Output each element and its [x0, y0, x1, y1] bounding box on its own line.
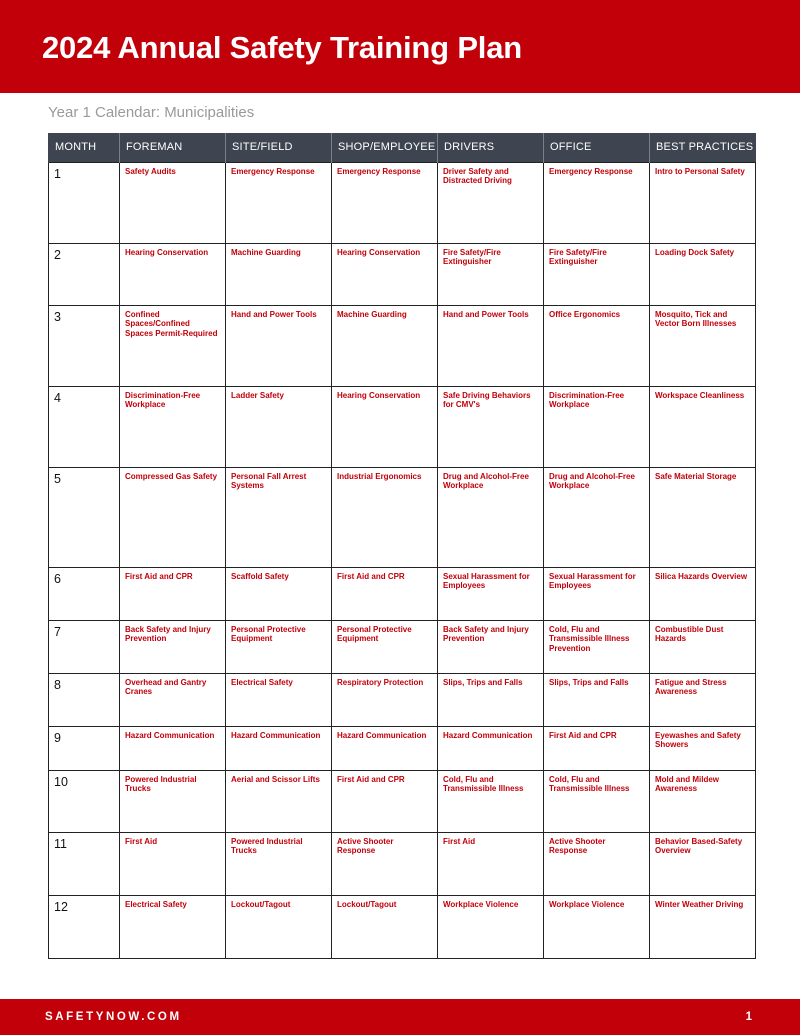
topic-cell-foreman: Powered Industrial Trucks: [120, 770, 226, 832]
topic-cell-office: Fire Safety/Fire Extinguisher: [544, 243, 650, 305]
topic-cell-site-field: Machine Guarding: [226, 243, 332, 305]
page-subtitle: Year 1 Calendar: Municipalities: [48, 104, 255, 121]
month-cell: 12: [49, 895, 120, 958]
topic-cell-foreman: Safety Audits: [120, 162, 226, 243]
table-row: [49, 243, 756, 305]
topic-cell-shop-employee: Hearing Conservation: [332, 243, 438, 305]
topic-cell-office: Cold, Flu and Transmissible Illness Prevention: [544, 620, 650, 673]
topic-cell-shop-employee: Respiratory Protection: [332, 673, 438, 726]
topic-cell-shop-employee: Lockout/Tagout: [332, 895, 438, 958]
topic-cell-drivers: First Aid: [438, 832, 544, 895]
topic-cell-site-field: Lockout/Tagout: [226, 895, 332, 958]
month-cell: 9: [49, 726, 120, 770]
topic-cell-best-practices: Mold and Mildew Awareness: [650, 770, 756, 832]
topic-cell-foreman: First Aid: [120, 832, 226, 895]
footer-site-link[interactable]: SAFETYNOW.COM: [45, 1011, 182, 1023]
column-header-shop-employee: SHOP/EMPLOYEE: [332, 133, 438, 162]
topic-cell-shop-employee: Emergency Response: [332, 162, 438, 243]
topic-cell-office: Emergency Response: [544, 162, 650, 243]
topic-cell-best-practices: Fatigue and Stress Awareness: [650, 673, 756, 726]
topic-cell-drivers: Safe Driving Behaviors for CMV's: [438, 386, 544, 467]
topic-cell-office: Sexual Harassment for Employees: [544, 567, 650, 620]
topic-cell-drivers: Hand and Power Tools: [438, 305, 544, 386]
topic-cell-shop-employee: First Aid and CPR: [332, 567, 438, 620]
table-row: [49, 386, 756, 467]
topic-cell-drivers: Back Safety and Injury Prevention: [438, 620, 544, 673]
topic-cell-foreman: Back Safety and Injury Prevention: [120, 620, 226, 673]
column-header-office: OFFICE: [544, 133, 650, 162]
topic-cell-office: Office Ergonomics: [544, 305, 650, 386]
topic-cell-site-field: Ladder Safety: [226, 386, 332, 467]
topic-cell-drivers: Workplace Violence: [438, 895, 544, 958]
topic-cell-shop-employee: Hazard Communication: [332, 726, 438, 770]
month-cell: 10: [49, 770, 120, 832]
topic-cell-foreman: Hazard Communication: [120, 726, 226, 770]
topic-cell-site-field: Aerial and Scissor Lifts: [226, 770, 332, 832]
topic-cell-foreman: Discrimination-Free Workplace: [120, 386, 226, 467]
column-header-month: MONTH: [49, 133, 120, 162]
month-cell: 8: [49, 673, 120, 726]
topic-cell-foreman: First Aid and CPR: [120, 567, 226, 620]
topic-cell-foreman: Overhead and Gantry Cranes: [120, 673, 226, 726]
topic-cell-foreman: Confined Spaces/Confined Spaces Permit-Required: [120, 305, 226, 386]
topic-cell-foreman: Electrical Safety: [120, 895, 226, 958]
table-row: [49, 620, 756, 673]
topic-cell-best-practices: Workspace Cleanliness: [650, 386, 756, 467]
table-row: [49, 832, 756, 895]
topic-cell-best-practices: Eyewashes and Safety Showers: [650, 726, 756, 770]
topic-cell-site-field: Electrical Safety: [226, 673, 332, 726]
topic-cell-drivers: Fire Safety/Fire Extinguisher: [438, 243, 544, 305]
topic-cell-best-practices: Loading Dock Safety: [650, 243, 756, 305]
topic-cell-office: Active Shooter Response: [544, 832, 650, 895]
page-title: 2024 Annual Safety Training Plan: [42, 30, 522, 65]
month-cell: 2: [49, 243, 120, 305]
page-number: 1: [745, 1011, 752, 1023]
month-cell: 7: [49, 620, 120, 673]
month-cell: 6: [49, 567, 120, 620]
table-row: [49, 467, 756, 567]
topic-cell-office: Drug and Alcohol-Free Workplace: [544, 467, 650, 567]
topic-cell-best-practices: Silica Hazards Overview: [650, 567, 756, 620]
month-cell: 5: [49, 467, 120, 567]
topic-cell-site-field: Powered Industrial Trucks: [226, 832, 332, 895]
topic-cell-site-field: Hazard Communication: [226, 726, 332, 770]
topic-cell-shop-employee: Active Shooter Response: [332, 832, 438, 895]
topic-cell-drivers: Drug and Alcohol-Free Workplace: [438, 467, 544, 567]
topic-cell-site-field: Personal Protective Equipment: [226, 620, 332, 673]
column-header-foreman: FOREMAN: [120, 133, 226, 162]
topic-cell-best-practices: Intro to Personal Safety: [650, 162, 756, 243]
topic-cell-office: Slips, Trips and Falls: [544, 673, 650, 726]
topic-cell-shop-employee: Personal Protective Equipment: [332, 620, 438, 673]
month-cell: 11: [49, 832, 120, 895]
topic-cell-foreman: Compressed Gas Safety: [120, 467, 226, 567]
table-row: [49, 895, 756, 958]
table-row: [49, 673, 756, 726]
topic-cell-site-field: Scaffold Safety: [226, 567, 332, 620]
training-plan-table: [48, 133, 756, 959]
table-row: [49, 305, 756, 386]
topic-cell-best-practices: Mosquito, Tick and Vector Born Illnesses: [650, 305, 756, 386]
topic-cell-best-practices: Combustible Dust Hazards: [650, 620, 756, 673]
topic-cell-site-field: Personal Fall Arrest Systems: [226, 467, 332, 567]
month-cell: 4: [49, 386, 120, 467]
topic-cell-drivers: Sexual Harassment for Employees: [438, 567, 544, 620]
topic-cell-office: Cold, Flu and Transmissible Illness: [544, 770, 650, 832]
table-header-row: [49, 133, 756, 162]
topic-cell-site-field: Hand and Power Tools: [226, 305, 332, 386]
topic-cell-shop-employee: Machine Guarding: [332, 305, 438, 386]
topic-cell-office: Discrimination-Free Workplace: [544, 386, 650, 467]
topic-cell-drivers: Slips, Trips and Falls: [438, 673, 544, 726]
table-row: [49, 726, 756, 770]
topic-cell-drivers: Hazard Communication: [438, 726, 544, 770]
topic-cell-drivers: Driver Safety and Distracted Driving: [438, 162, 544, 243]
topic-cell-office: First Aid and CPR: [544, 726, 650, 770]
table-row: [49, 162, 756, 243]
month-cell: 3: [49, 305, 120, 386]
month-cell: 1: [49, 162, 120, 243]
topic-cell-shop-employee: Hearing Conservation: [332, 386, 438, 467]
topic-cell-best-practices: Winter Weather Driving: [650, 895, 756, 958]
column-header-site-field: SITE/FIELD: [226, 133, 332, 162]
topic-cell-best-practices: Safe Material Storage: [650, 467, 756, 567]
topic-cell-site-field: Emergency Response: [226, 162, 332, 243]
topic-cell-foreman: Hearing Conservation: [120, 243, 226, 305]
column-header-drivers: DRIVERS: [438, 133, 544, 162]
table-row: [49, 567, 756, 620]
topic-cell-office: Workplace Violence: [544, 895, 650, 958]
table-row: [49, 770, 756, 832]
topic-cell-best-practices: Behavior Based-Safety Overview: [650, 832, 756, 895]
topic-cell-shop-employee: First Aid and CPR: [332, 770, 438, 832]
topic-cell-shop-employee: Industrial Ergonomics: [332, 467, 438, 567]
column-header-best-practices: BEST PRACTICES: [650, 133, 756, 162]
topic-cell-drivers: Cold, Flu and Transmissible Illness: [438, 770, 544, 832]
